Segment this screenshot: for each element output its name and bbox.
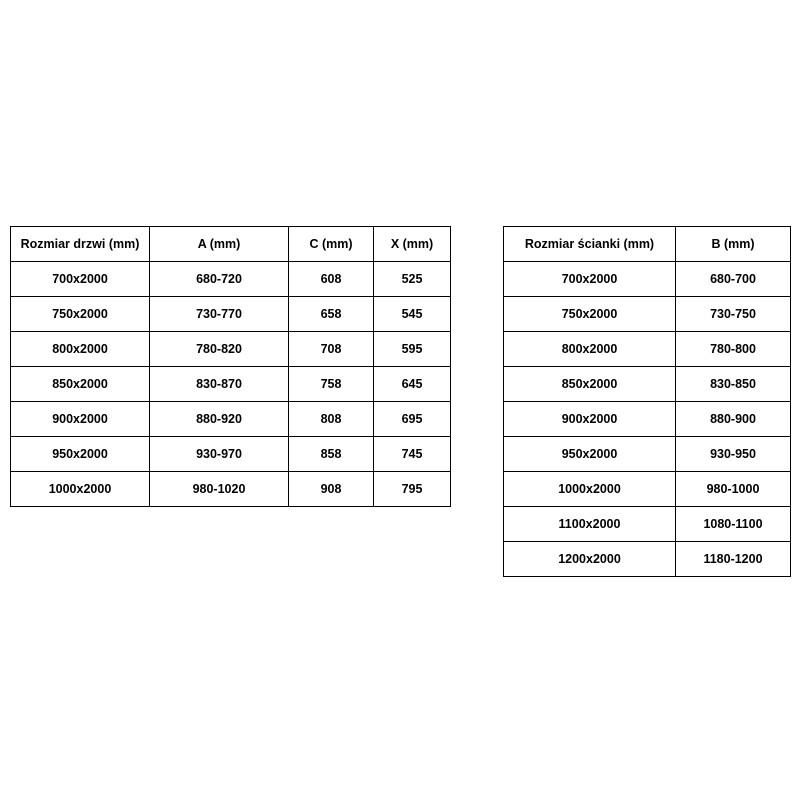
cell-x: 595 — [374, 332, 451, 367]
table-row — [11, 367, 451, 402]
table-row — [11, 437, 451, 472]
cell-x: 545 — [374, 297, 451, 332]
table-row — [504, 402, 791, 437]
walls-size-table — [503, 226, 791, 577]
doors-size-table — [10, 226, 451, 507]
cell-door-size: 950x2000 — [11, 437, 150, 472]
cell-wall-size: 850x2000 — [504, 367, 676, 402]
table-header-row — [504, 227, 791, 262]
table-row — [11, 297, 451, 332]
cell-x: 795 — [374, 472, 451, 507]
column-header-a: A (mm) — [150, 227, 289, 262]
cell-door-size: 800x2000 — [11, 332, 150, 367]
table-row — [504, 507, 791, 542]
cell-c: 758 — [289, 367, 374, 402]
cell-wall-size: 900x2000 — [504, 402, 676, 437]
column-header-wall-size: Rozmiar ścianki (mm) — [504, 227, 676, 262]
cell-wall-size: 950x2000 — [504, 437, 676, 472]
cell-c: 658 — [289, 297, 374, 332]
table-row — [504, 367, 791, 402]
cell-wall-size: 800x2000 — [504, 332, 676, 367]
cell-wall-size: 1200x2000 — [504, 542, 676, 577]
cell-b: 830-850 — [676, 367, 791, 402]
cell-door-size: 900x2000 — [11, 402, 150, 437]
table-row — [504, 437, 791, 472]
column-header-x: X (mm) — [374, 227, 451, 262]
cell-a: 830-870 — [150, 367, 289, 402]
table-row — [11, 402, 451, 437]
cell-a: 930-970 — [150, 437, 289, 472]
cell-b: 1080-1100 — [676, 507, 791, 542]
cell-wall-size: 750x2000 — [504, 297, 676, 332]
cell-b: 780-800 — [676, 332, 791, 367]
table-row — [504, 542, 791, 577]
table-row — [504, 262, 791, 297]
walls-table-container — [503, 226, 791, 577]
cell-wall-size: 700x2000 — [504, 262, 676, 297]
cell-b: 680-700 — [676, 262, 791, 297]
table-row — [11, 262, 451, 297]
cell-wall-size: 1100x2000 — [504, 507, 676, 542]
cell-b: 730-750 — [676, 297, 791, 332]
cell-door-size: 850x2000 — [11, 367, 150, 402]
cell-a: 730-770 — [150, 297, 289, 332]
cell-a: 980-1020 — [150, 472, 289, 507]
cell-door-size: 1000x2000 — [11, 472, 150, 507]
table-row — [11, 472, 451, 507]
doors-table-container — [10, 226, 451, 507]
table-row — [504, 297, 791, 332]
cell-x: 695 — [374, 402, 451, 437]
table-header-row — [11, 227, 451, 262]
cell-c: 908 — [289, 472, 374, 507]
table-row — [11, 332, 451, 367]
cell-c: 708 — [289, 332, 374, 367]
cell-c: 858 — [289, 437, 374, 472]
cell-door-size: 700x2000 — [11, 262, 150, 297]
cell-wall-size: 1000x2000 — [504, 472, 676, 507]
column-header-door-size: Rozmiar drzwi (mm) — [11, 227, 150, 262]
column-header-b: B (mm) — [676, 227, 791, 262]
cell-x: 745 — [374, 437, 451, 472]
cell-b: 980-1000 — [676, 472, 791, 507]
cell-a: 680-720 — [150, 262, 289, 297]
cell-a: 780-820 — [150, 332, 289, 367]
cell-b: 880-900 — [676, 402, 791, 437]
cell-x: 525 — [374, 262, 451, 297]
cell-a: 880-920 — [150, 402, 289, 437]
cell-x: 645 — [374, 367, 451, 402]
cell-c: 608 — [289, 262, 374, 297]
table-row — [504, 472, 791, 507]
table-row — [504, 332, 791, 367]
cell-door-size: 750x2000 — [11, 297, 150, 332]
cell-b: 1180-1200 — [676, 542, 791, 577]
cell-b: 930-950 — [676, 437, 791, 472]
cell-c: 808 — [289, 402, 374, 437]
column-header-c: C (mm) — [289, 227, 374, 262]
